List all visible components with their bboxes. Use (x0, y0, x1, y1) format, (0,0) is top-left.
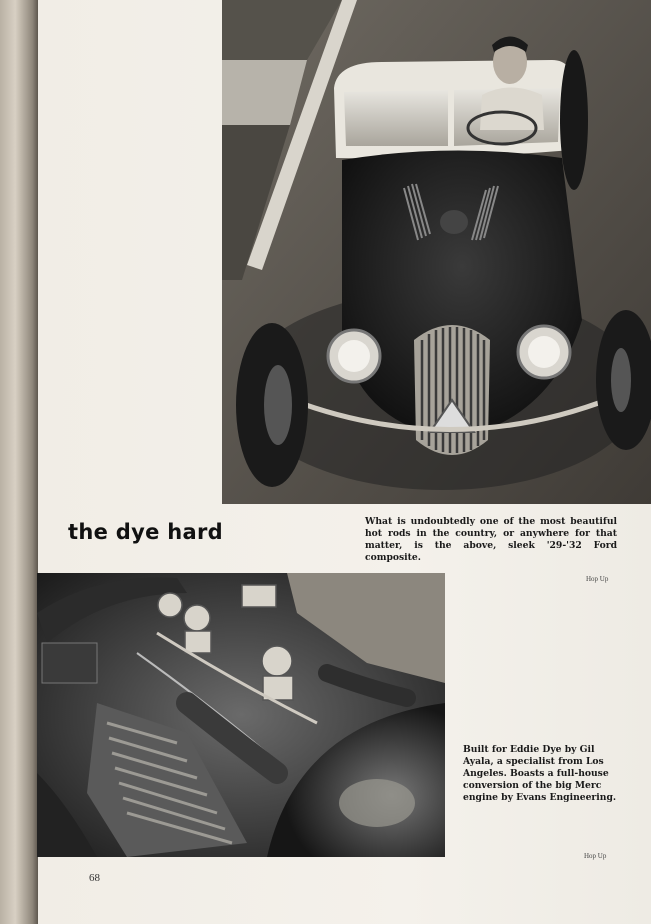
engine-photo (37, 573, 445, 857)
top-photo-caption: What is undoubtedly one of the most beautiful hot rods in the country, or anywhere for that matter, is the above, sleek '29-'32 Ford composite. (365, 516, 617, 563)
bottom-photo-caption: Built for Eddie Dye by Gil Ayala, a specialist from Los Angeles. Boasts a full-house conversion of the big Merc engine by Evans Engineering. (463, 744, 617, 803)
page-number: 68 (89, 872, 100, 884)
bottom-photo-credit: Hop Up (584, 852, 607, 860)
book-spine (0, 0, 38, 924)
roadster-photo (222, 0, 651, 504)
article-title: the dye hard (68, 520, 223, 544)
top-photo-credit: Hop Up (586, 575, 609, 583)
